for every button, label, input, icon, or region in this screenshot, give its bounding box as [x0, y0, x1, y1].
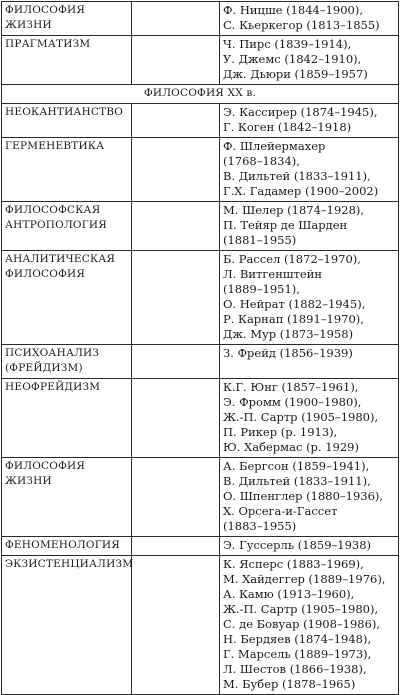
section-row — [2, 85, 399, 104]
empty-cell — [132, 2, 220, 36]
philosopher-name: Н. Бердяев (1874–1948), — [223, 632, 372, 646]
philosopher-name: Э. Кассирер (1874–1945), — [223, 105, 378, 119]
philosopher-name: О. Нейрат (1882–1945), — [223, 297, 366, 311]
table-row — [2, 556, 399, 695]
philosopher-name: М. Хайдеггер (1889–1976), — [223, 572, 386, 586]
philosophers-cell — [220, 556, 399, 695]
philosopher-name: (1881–1955) — [223, 233, 297, 247]
table-row — [2, 104, 399, 138]
philosophers-cell — [220, 36, 399, 85]
philosopher-name: Г.Х. Гадамер (1900–2002) — [223, 184, 379, 198]
empty-cell — [132, 345, 220, 379]
empty-cell — [132, 36, 220, 85]
philosophers-cell — [220, 345, 399, 379]
school-name: ГЕРМЕНЕВТИКА — [5, 140, 105, 152]
philosopher-name: Дж. Мур (1873–1958) — [223, 327, 354, 341]
philosopher-name: З. Фрейд (1856–1939) — [223, 346, 353, 360]
school-name: АНАЛИТИЧЕСКАЯ ФИЛОСОФИЯ — [5, 253, 116, 280]
school-name: ФИЛОСОФИЯ ЖИЗНИ — [5, 4, 86, 31]
school-name-cell — [2, 379, 132, 458]
school-name: ПРАГМАТИЗМ — [5, 38, 91, 50]
philosopher-name: А. Бергсон (1859–1941), — [223, 459, 370, 473]
table-row — [2, 2, 399, 36]
table-row — [2, 458, 399, 537]
philosopher-name: О. Шпенглер (1880–1936), — [223, 489, 384, 503]
philosophy-table — [1, 1, 399, 695]
philosopher-name: Х. Орсега-и-Гассет — [223, 504, 338, 518]
school-name-cell — [2, 556, 132, 695]
philosopher-name: Ж.-П. Сартр (1905–1980), — [223, 602, 379, 616]
philosopher-name: Б. Рассел (1872–1970), — [223, 252, 361, 266]
school-name-cell — [2, 537, 132, 556]
philosopher-name: Р. Карнап (1891–1970), — [223, 312, 364, 326]
philosophers-cell — [220, 2, 399, 36]
philosopher-name: Л. Витгенштейн — [223, 267, 323, 281]
philosopher-name: У. Джемс (1842–1910), — [223, 52, 362, 66]
school-name-cell — [2, 2, 132, 36]
empty-cell — [132, 138, 220, 202]
empty-cell — [132, 458, 220, 537]
philosophers-cell — [220, 251, 399, 345]
philosophers-cell — [220, 104, 399, 138]
philosopher-name: П. Тейяр де Шарден — [223, 218, 348, 232]
philosopher-name: Ф. Шлейермахер — [223, 139, 326, 153]
philosopher-name: С. де Бовуар (1908–1986), — [223, 617, 381, 631]
school-name-cell — [2, 458, 132, 537]
philosopher-name: В. Дильтей (1833–1911), — [223, 169, 371, 183]
school-name-cell — [2, 345, 132, 379]
philosophers-cell — [220, 537, 399, 556]
philosophers-cell — [220, 379, 399, 458]
school-name-cell — [2, 251, 132, 345]
school-name: НЕОФРЕЙДИЗМ — [5, 381, 101, 393]
empty-cell — [132, 556, 220, 695]
philosopher-name: Ч. Пирс (1839–1914), — [223, 37, 352, 51]
school-name: НЕОКАНТИАНСТВО — [5, 106, 124, 118]
school-name: ФЕНОМЕНОЛОГИЯ — [5, 539, 120, 551]
school-name-cell — [2, 138, 132, 202]
philosopher-name: С. Кьеркегор (1813–1855) — [223, 18, 380, 32]
philosopher-name: К.Г. Юнг (1857–1961), — [223, 380, 359, 394]
table-row — [2, 379, 399, 458]
philosopher-name: Л. Шестов (1866–1938), — [223, 662, 367, 676]
table-row — [2, 36, 399, 85]
philosopher-name: Г. Марсель (1889–1973), — [223, 647, 372, 661]
table-row — [2, 138, 399, 202]
philosophers-cell — [220, 458, 399, 537]
school-name-cell — [2, 36, 132, 85]
table-row — [2, 345, 399, 379]
philosopher-name: А. Камю (1913–1960), — [223, 587, 355, 601]
philosophers-cell — [220, 202, 399, 251]
philosopher-name: Дж. Дьюри (1859–1957) — [223, 67, 368, 81]
section-heading: ФИЛОСОФИЯ XX в. — [2, 85, 399, 104]
empty-cell — [132, 251, 220, 345]
table-row — [2, 251, 399, 345]
school-name: ФИЛОСОФИЯ ЖИЗНИ — [5, 460, 86, 487]
school-name: ПСИХОАНАЛИЗ (ФРЕЙДИЗМ) — [5, 347, 100, 374]
school-name-cell — [2, 202, 132, 251]
table-row — [2, 202, 399, 251]
philosopher-name: (1883–1955) — [223, 519, 297, 533]
philosophers-cell — [220, 138, 399, 202]
empty-cell — [132, 379, 220, 458]
philosopher-name: М. Шелер (1874–1928), — [223, 203, 365, 217]
philosopher-name: Ж.-П. Сартр (1905–1980), — [223, 410, 379, 424]
table-body — [2, 2, 399, 695]
philosopher-name: М. Бубер (1878–1965) — [223, 677, 356, 691]
school-name: ЭКЗИСТЕНЦИАЛИЗМ — [5, 558, 134, 570]
empty-cell — [132, 537, 220, 556]
empty-cell — [132, 104, 220, 138]
philosopher-name: К. Ясперс (1883–1969), — [223, 557, 364, 571]
philosopher-name: Г. Коген (1842–1918) — [223, 120, 352, 134]
school-name: ФИЛОСОФСКАЯ АНТРОПОЛОГИЯ — [5, 204, 107, 231]
philosopher-name: Ю. Хабермас (р. 1929) — [223, 440, 359, 454]
philosopher-name: П. Рикер (р. 1913), — [223, 425, 338, 439]
empty-cell — [132, 202, 220, 251]
philosopher-name: (1768–1834), — [223, 154, 300, 168]
school-name-cell — [2, 104, 132, 138]
table-row — [2, 537, 399, 556]
philosopher-name: (1889–1951), — [223, 282, 300, 296]
philosopher-name: Э. Фромм (1900–1980), — [223, 395, 362, 409]
philosopher-name: Э. Гуссерль (1859–1938) — [223, 538, 372, 552]
philosopher-name: В. Дильтей (1833–1911), — [223, 474, 371, 488]
philosopher-name: Ф. Ницше (1844–1900), — [223, 3, 364, 17]
